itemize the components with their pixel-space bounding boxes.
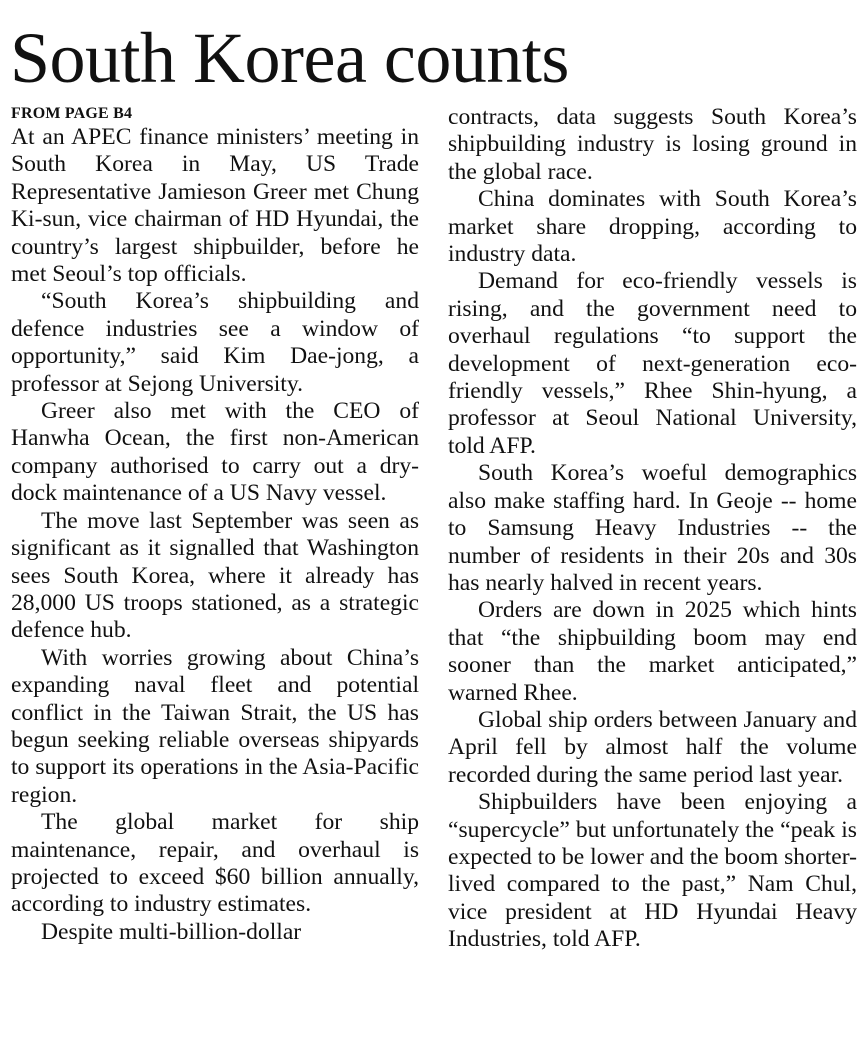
paragraph: Global ship orders between January and April fell by almost half the volume recorded during the same period last year. [448, 706, 857, 788]
paragraph: China dominates with South Korea’s market share dropping, according to industry data. [448, 186, 857, 268]
paragraph: The global market for ship maintenance, repair, and overhaul is projected to exceed $60 billion annually, according to industry estimates. [11, 809, 419, 918]
article-column-right [448, 104, 857, 954]
paragraph: At an APEC finance ministers’ meeting in South Korea in May, US Trade Representative Jamieson Greer met Chung Ki-sun, vice chairman of HD Hyundai, the country’s largest shipbuilder, before he met Seoul’s top officials. [11, 124, 419, 288]
paragraph: Greer also met with the CEO of Hanwha Ocean, the first non-American company authorised to carry out a dry-dock maintenance of a US Navy vessel. [11, 398, 419, 507]
article-column-left [11, 104, 419, 946]
headline: South Korea counts [10, 18, 569, 98]
continuation-kicker: FROM PAGE B4 [11, 105, 133, 122]
paragraph: Orders are down in 2025 which hints that “the shipbuilding boom may end sooner than the market anticipated,” warned Rhee. [448, 597, 857, 706]
paragraph: Shipbuilders have been enjoying a “supercycle” but unfortunately the “peak is expected to be lower and the boom shorter-lived compared to the past,” Nam Chul, vice president at HD Hyundai Heavy Industries, told AFP. [448, 789, 857, 953]
paragraph: Despite multi-billion-dollar [41, 918, 302, 945]
paragraph-continued: contracts, data suggests South Korea’s shipbuilding industry is losing ground in the global race. [448, 104, 857, 185]
paragraph: The move last September was seen as significant as it signalled that Washington sees South Korea, where it already has 28,000 US troops stationed, as a strategic defence hub. [11, 507, 419, 644]
paragraph: With worries growing about China’s expanding naval fleet and potential conflict in the Taiwan Strait, the US has begun seeking reliable overseas shipyards to support its operations in the Asia-Pacific region. [11, 644, 419, 808]
paragraph: Demand for eco-friendly vessels is rising, and the government need to overhaul regulations “to support the development of next-generation eco-friendly vessels,” Rhee Shin-hyung, a professor at Seoul National University, told AFP. [448, 268, 857, 459]
paragraph: South Korea’s woeful demographics also make staffing hard. In Geoje -- home to Samsung Heavy Industries -- the number of residents in their 20s and 30s has nearly halved in recent years. [448, 460, 857, 596]
paragraph: “South Korea’s shipbuilding and defence industries see a window of opportunity,” said Kim Dae-jong, a professor at Sejong University. [11, 288, 419, 397]
